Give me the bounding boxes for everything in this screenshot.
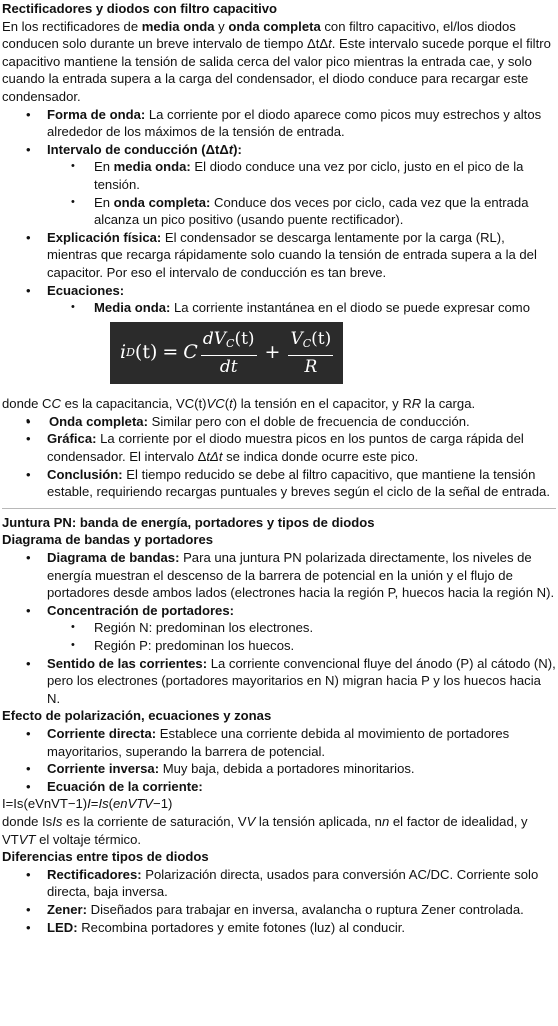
subheading-polarizacion: Efecto de polarización, ecuaciones y zonas bbox=[2, 708, 272, 724]
ecuaciones-sublist bbox=[47, 299, 556, 317]
list-item-ecuaciones: • Ecuaciones: • Media onda: La corriente instantánea en el diodo se puede expresar como bbox=[2, 282, 556, 317]
fraction-derivative: $\frac{dV_C(t)}{dt}$ bbox=[202, 328, 255, 377]
completa-sublist bbox=[47, 413, 556, 431]
subheading-tipos-diodos: Diferencias entre tipos de diodos bbox=[2, 849, 209, 865]
section-divider bbox=[2, 508, 556, 509]
bandas-bullet-list bbox=[2, 549, 556, 707]
section-title-rectificadores: Rectificadores y diodos con filtro capacitivo bbox=[2, 1, 278, 16]
list-item-forma-onda: • Forma de onda: La corriente por el diodo aparece como picos muy estrechos y altos alrededor de los máximos de la tensión de entrada. bbox=[2, 106, 556, 141]
list-item-region-p: • Región P: predominan los huecos. bbox=[47, 637, 556, 655]
subheading-bandas: Diagrama de bandas y portadores bbox=[2, 532, 214, 548]
list-item-inversa: • Corriente inversa: Muy baja, debida a portadores minoritarios. bbox=[2, 760, 556, 778]
list-item-concentracion: • Concentración de portadores: • Región N: predominan los electrones. • Región P: predominan los huecos. bbox=[2, 602, 556, 655]
list-item-grafica: • Gráfica: La corriente por el diodo muestra picos en los puntos de carga rápida del condensador. El intervalo ΔtΔt se indica donde ocurre este pico. bbox=[2, 430, 556, 465]
list-item-conclusion: • Conclusión: El tiempo reducido se debe al filtro capacitivo, que mantiene la tensión estable, requiriendo recargas puntuales y breves según el ciclo de la señal de entrada. bbox=[2, 466, 556, 501]
fraction-ohm: $\frac{V_C(t)}{R}$ bbox=[290, 328, 332, 377]
intro-paragraph: En los rectificadores de media onda y onda completa con filtro capacitivo, el/los diodos conducen solo durante un breve intervalo de tiempo ΔtΔt. Este intervalo sucede porque el filtro capacitivo mantiene la tensión de salida cerca del valor pico mientras la entrada cae, y solo cuando la entrada supera a la carga del condensador, el diodo conduce para recargar este condensador. bbox=[2, 18, 551, 104]
diode-equation-line: I=Is(eVnVT−1)I=Is(enVTV−1) bbox=[2, 796, 173, 812]
list-item-explicacion-fisica: • Explicación física: El condensador se descarga lentamente por la carga (RL), mientras que recarga rápidamente solo cuando la tensión de entrada supera a la del capacitor. Por eso el intervalo de conducción es tan breve. bbox=[2, 229, 556, 282]
concentracion-sublist bbox=[47, 619, 556, 654]
list-item-rectificadores: • Rectificadores: Polarización directa, usados para conversión AC/DC. Corriente solo directa, baja inversa. bbox=[2, 866, 556, 901]
rectifier-bullet-list bbox=[2, 106, 556, 317]
list-item-diagrama-bandas: • Diagrama de bandas: Para una juntura PN polarizada directamente, los niveles de energía muestran el descenso de la barrera de potencial en la unión y el flujo de portadores desde ambos lados (electrones hacia la región P, huecos hacia la región N). bbox=[2, 549, 556, 602]
list-item-intervalo: • Intervalo de conducción (ΔtΔt): • En media onda: El diodo conduce una vez por ciclo, justo en el pico de la tensión. • En onda completa: Conduce dos veces por ciclo, cada vez que la entrada alcanza un pico positivo (usando puente rectificador). bbox=[2, 141, 556, 229]
list-item-media-onda-eq: • Media onda: La corriente instantánea en el diodo se puede expresar como bbox=[47, 299, 556, 317]
list-item-onda-completa: • En onda completa: Conduce dos veces por ciclo, cada vez que la entrada alcanza un pico positivo (usando puente rectificador). bbox=[47, 194, 556, 229]
intervalo-sublist bbox=[47, 158, 556, 228]
list-item-sentido: • Sentido de las corrientes: La corriente convencional fluye del ánodo (P) al cátodo (N), pero los electrones (portadores mayoritarios en N) migran hacia P y los huecos hacia N. bbox=[2, 655, 556, 708]
rectifier-bullet-list-2 bbox=[2, 413, 556, 501]
polarizacion-bullet-list bbox=[2, 725, 556, 795]
list-item-onda-completa-eq: • • Onda completa: Similar pero con el doble de frecuencia de conducción. bbox=[2, 413, 556, 431]
diode-equation-explanation: donde IsIs es la corriente de saturación, VV la tensión aplicada, nn el factor de idealidad, y VTVT el voltaje térmico. bbox=[2, 813, 528, 847]
list-item-media-onda: • En media onda: El diodo conduce una vez por ciclo, justo en el pico de la tensión. bbox=[47, 158, 556, 193]
list-item-led: • LED: Recombina portadores y emite fotones (luz) al conducir. bbox=[2, 919, 556, 937]
list-item-ecuacion-corriente: • Ecuación de la corriente: bbox=[2, 778, 556, 796]
list-item-wrapper bbox=[2, 413, 556, 431]
diode-current-equation: i D (t) = C $\frac{dV_C(t)}{dt}$ + $\frac{V_C(t)}{R}$ bbox=[110, 322, 343, 384]
list-item-zener: • Zener: Diseñados para trabajar en inversa, avalancha o ruptura Zener controlada. bbox=[2, 901, 556, 919]
tipos-bullet-list bbox=[2, 866, 556, 936]
list-item-directa: • Corriente directa: Establece una corriente debida al movimiento de portadores mayoritarios, superando la barrera de potencial. bbox=[2, 725, 556, 760]
list-item-region-n: • Región N: predominan los electrones. bbox=[47, 619, 556, 637]
section-title-juntura: Juntura PN: banda de energía, portadores y tipos de diodos bbox=[2, 514, 375, 530]
equation-container bbox=[2, 322, 556, 389]
equation-explanation: donde CC es la capacitancia, VC(t)VC(t) la tensión en el capacitor, y RR la carga. bbox=[2, 396, 476, 412]
